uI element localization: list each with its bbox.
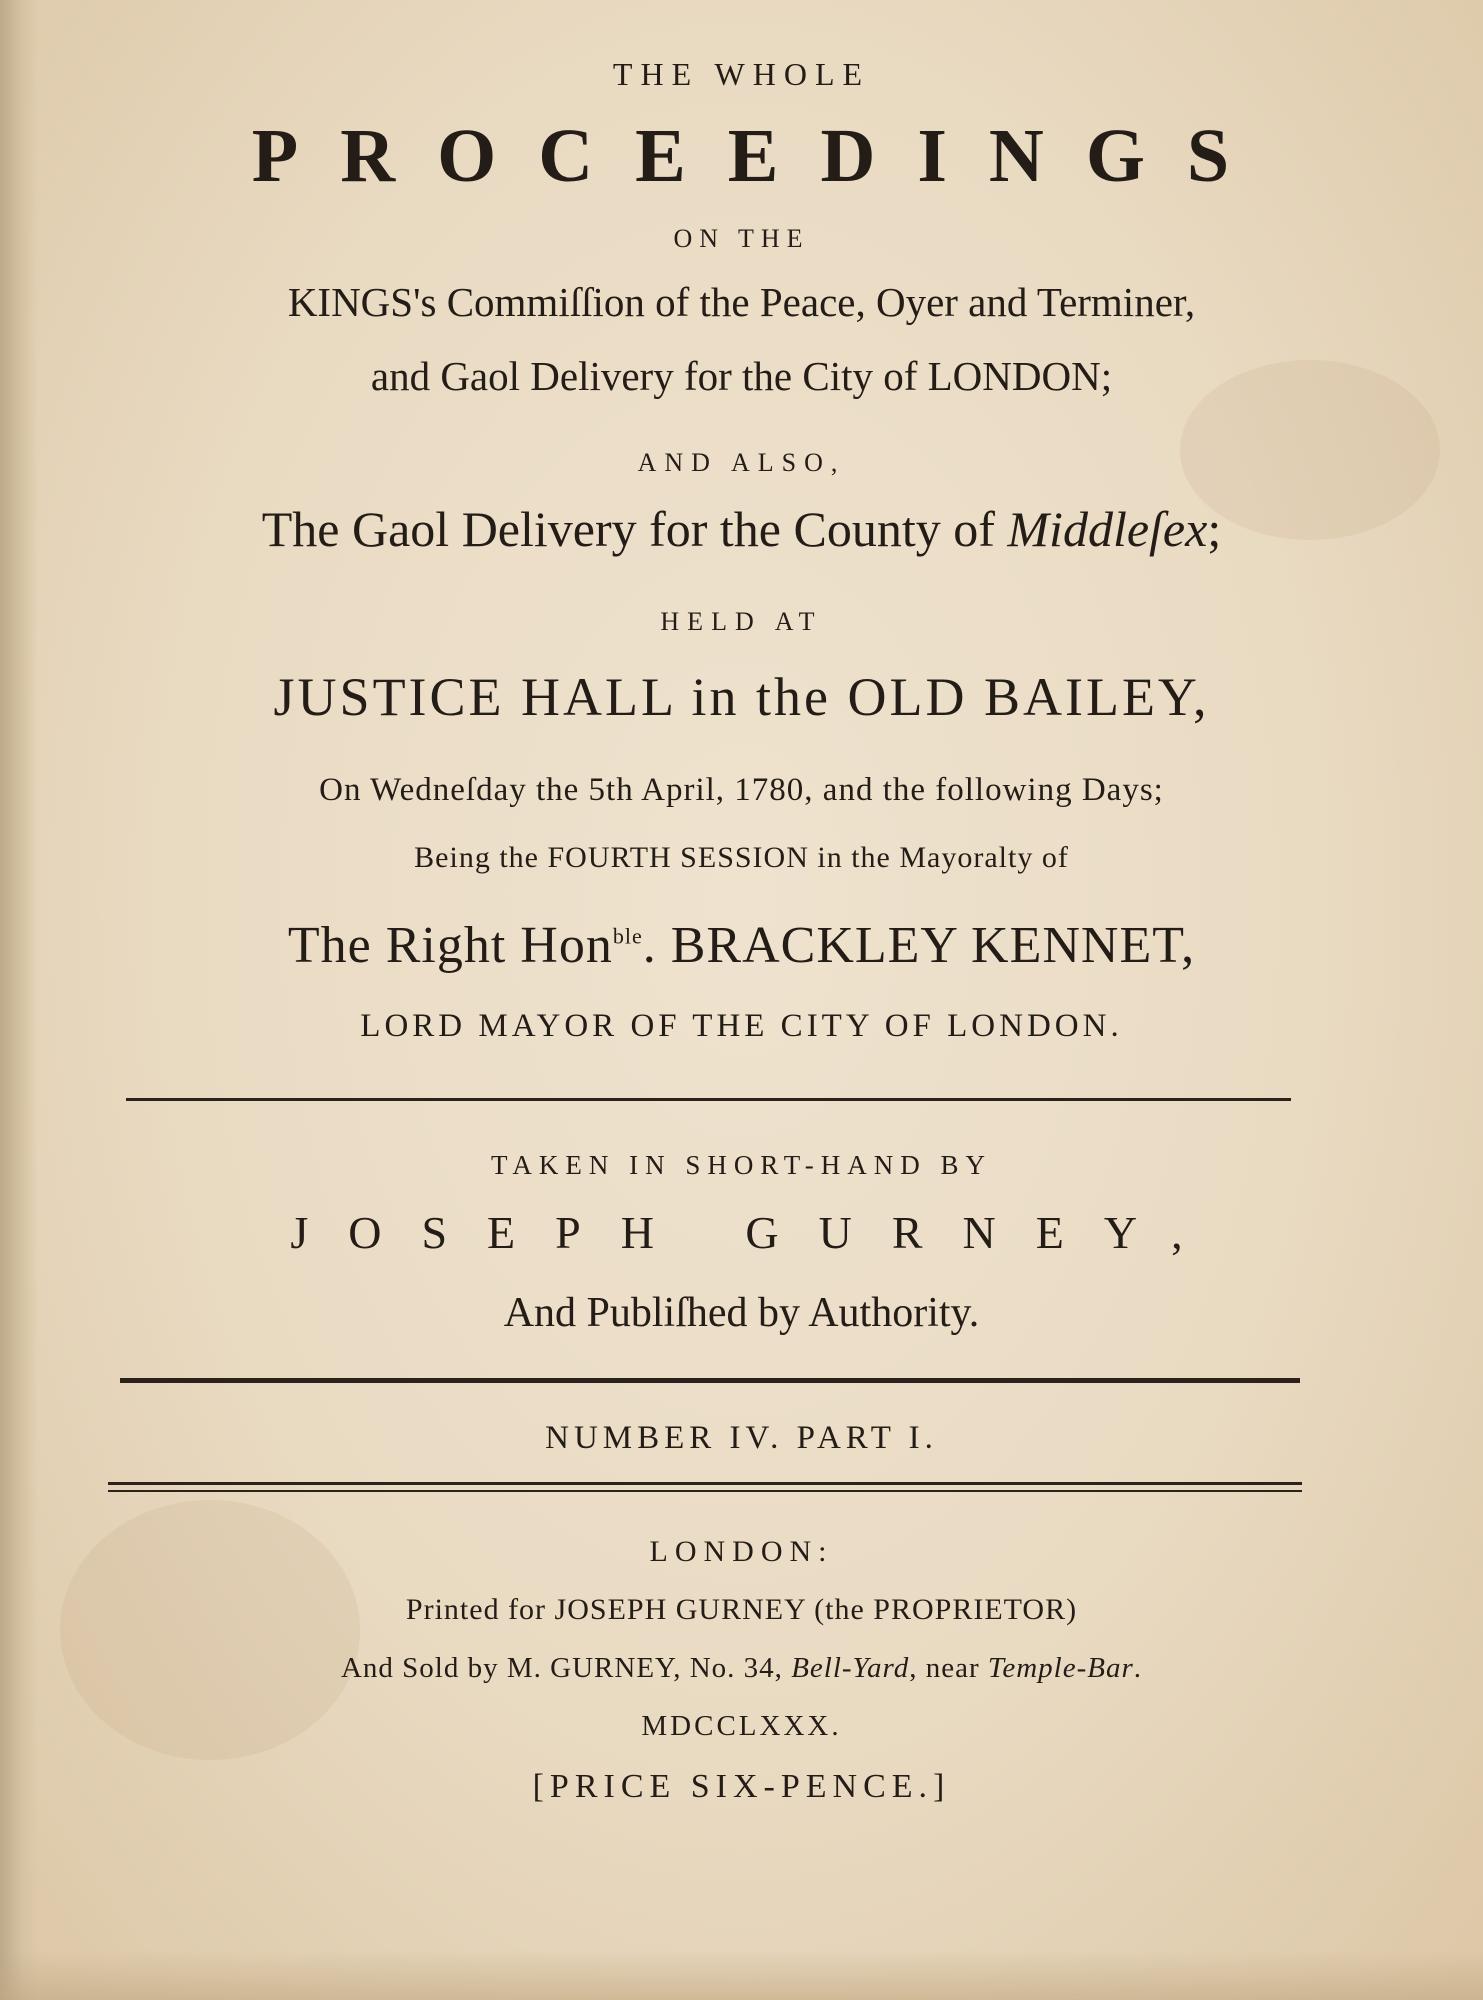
right-hon-prefix: The Right Hon: [287, 917, 613, 974]
justice-hall-line: JUSTICE HALL in the OLD BAILEY,: [273, 667, 1210, 727]
printed-for-line: Printed for JOSEPH GURNEY (the PROPRIETOR): [405, 1593, 1078, 1626]
divider-rule-1: [126, 1098, 1291, 1101]
taken-by-line: TAKEN IN SHORT-HAND BY: [491, 1150, 992, 1180]
heading-on-the: ON THE: [673, 224, 810, 253]
date-line: On Wedneſday the 5th April, 1780, and the following Days;: [319, 772, 1164, 808]
sold-by-text: And Sold by M. GURNEY, No. 34,: [340, 1652, 792, 1684]
lord-mayor-name: . BRACKLEY KENNET,: [642, 917, 1196, 974]
right-hon-line: [0, 917, 1483, 974]
temple-bar: Temple-Bar: [987, 1652, 1134, 1684]
heading-the-whole: THE WHOLE: [612, 56, 871, 92]
divider-rule-3a: [108, 1482, 1302, 1485]
county-name: Middleſex: [1007, 501, 1208, 557]
bell-yard: Bell-Yard: [791, 1652, 910, 1684]
reporter-name: JOSEPH GURNEY,: [290, 1207, 1223, 1258]
sold-by-line: [0, 1654, 1483, 1683]
commission-line: KINGS's Commiſſion of the Peace, Oyer and Terminer,: [287, 279, 1196, 325]
heading-held-at: HELD AT: [660, 607, 823, 636]
gaol-delivery-line: and Gaol Delivery for the City of LONDON;: [370, 353, 1113, 399]
heading-proceedings: PROCEEDINGS: [251, 114, 1272, 198]
sold-by-near: , near: [909, 1652, 988, 1684]
page-bottom-shadow: [0, 1950, 1483, 2000]
county-line: [0, 501, 1483, 557]
divider-rule-3b: [108, 1490, 1302, 1492]
imprint-city: LONDON:: [649, 1535, 834, 1568]
right-hon-superscript: ble: [612, 923, 643, 949]
price-line: [PRICE SIX-PENCE.]: [532, 1768, 951, 1805]
number-part-line: NUMBER IV. PART I.: [545, 1420, 938, 1456]
heading-and-also: AND ALSO,: [637, 448, 846, 477]
sold-by-period: .: [1133, 1652, 1143, 1684]
imprint-year: MDCCLXXX.: [641, 1710, 842, 1742]
county-line-text: The Gaol Delivery for the County of: [261, 501, 1008, 557]
published-line: And Publiſhed by Authority.: [503, 1290, 980, 1336]
session-line: Being the FOURTH SESSION in the Mayoralty of: [414, 841, 1069, 874]
county-line-punctuation: ;: [1207, 501, 1222, 557]
lord-mayor-line: LORD MAYOR OF THE CITY OF LONDON.: [360, 1008, 1123, 1044]
divider-rule-2: [120, 1378, 1300, 1383]
